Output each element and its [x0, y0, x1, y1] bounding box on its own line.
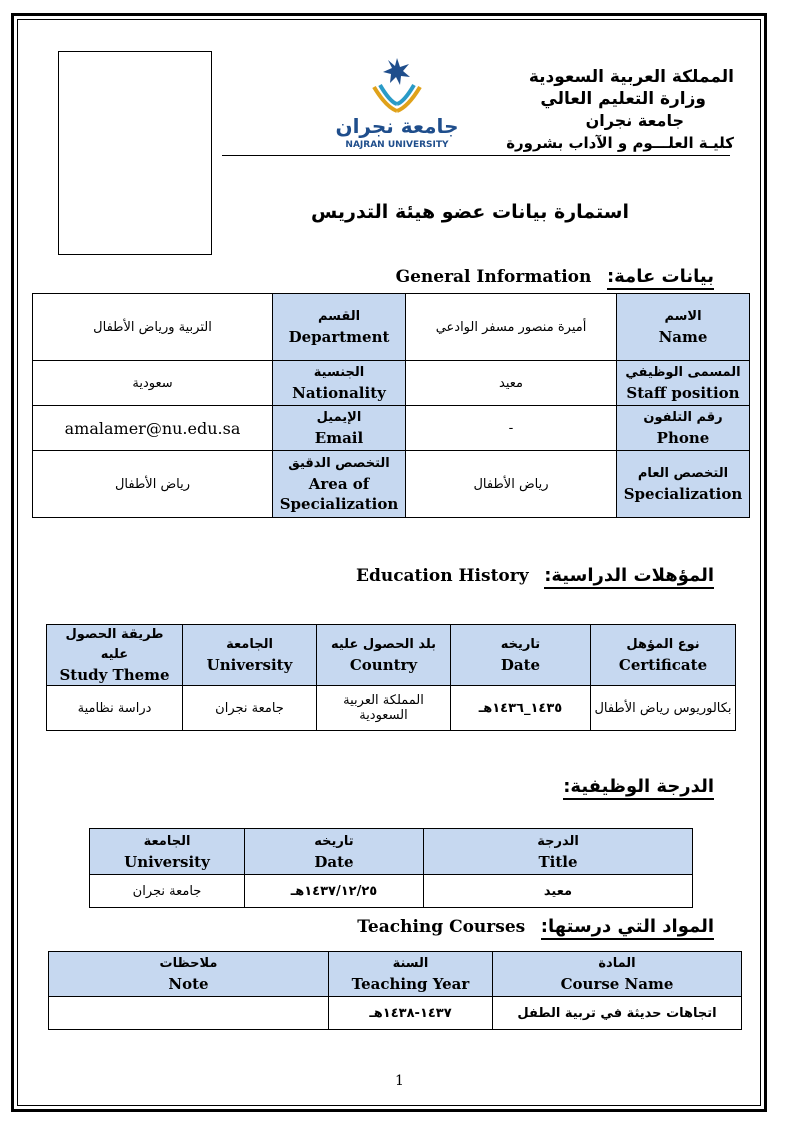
specialization-value: رياض الأطفال	[406, 451, 617, 518]
section-education-title-en: Education History	[355, 566, 529, 586]
section-education-title-ar: المؤهلات الدراسية:	[544, 565, 714, 589]
edu-header-country: بلد الحصول عليه Country	[317, 625, 451, 686]
header-line-4: كليـة العلـــوم و الآداب بشرورة	[506, 134, 734, 152]
rank-university-value: جامعة نجران	[90, 875, 245, 908]
section-general-title-ar: بيانات عامة:	[607, 266, 714, 290]
rank-header-date: تاريخه Date	[245, 829, 424, 875]
photo-placeholder	[58, 51, 212, 255]
section-general-title-en: General Information	[395, 267, 592, 287]
staff-position-value: معيد	[406, 361, 617, 406]
rank-header-title: الدرجة Title	[424, 829, 693, 875]
courses-table	[48, 951, 742, 1030]
specialization-label: التخصص العام Specialization	[617, 451, 750, 518]
general-info-table	[32, 293, 750, 518]
course-name-value: اتجاهات حديثة في تربية الطفل	[493, 997, 742, 1030]
edu-date-value: ١٤٣٥_١٤٣٦هـ	[451, 686, 591, 731]
header-line-3: جامعة نجران	[585, 111, 684, 130]
header-divider	[222, 155, 730, 156]
logo-arabic-text: جامعة نجران	[335, 114, 459, 138]
name-value: أميرة منصور مسفر الوادعي	[406, 294, 617, 361]
edu-header-certificate: نوع المؤهل Certificate	[591, 625, 736, 686]
name-label: الاسم Name	[617, 294, 750, 361]
course-header-note: ملاحظات Note	[49, 952, 329, 997]
staff-position-label: المسمى الوظيفي Staff position	[617, 361, 750, 406]
form-title: استمارة بيانات عضو هيئة التدريس	[311, 201, 629, 223]
section-rank-heading	[563, 776, 714, 797]
email-label: الإيميل Email	[273, 406, 406, 451]
page-number: 1	[395, 1073, 404, 1089]
section-courses-title-en: Teaching Courses	[357, 917, 526, 937]
ministry-header	[474, 66, 734, 154]
section-rank-title-ar: الدرجة الوظيفية:	[563, 776, 714, 800]
logo-english-text: NAJRAN UNIVERSITY	[345, 140, 449, 150]
department-value: التربية ورياض الأطفال	[33, 294, 273, 361]
university-logo	[330, 55, 465, 155]
education-table	[46, 624, 736, 731]
email-value: amalamer@nu.edu.sa	[33, 406, 273, 451]
edu-header-date: تاريخه Date	[451, 625, 591, 686]
nationality-label: الجنسية Nationality	[273, 361, 406, 406]
department-label: القسم Department	[273, 294, 406, 361]
edu-certificate-value: بكالوريوس رياض الأطفال	[591, 686, 736, 731]
section-courses-heading	[357, 916, 714, 937]
phone-value: -	[406, 406, 617, 451]
area-of-specialization-label: التخصص الدقيق Area of Specialization	[273, 451, 406, 518]
course-note-value	[49, 997, 329, 1030]
edu-university-value: جامعة نجران	[183, 686, 317, 731]
section-courses-title-ar: المواد التي درستها:	[541, 916, 714, 940]
rank-table	[89, 828, 693, 908]
phone-label: رقم التلفون Phone	[617, 406, 750, 451]
rank-title-value: معيد	[424, 875, 693, 908]
edu-header-study-theme: طريقة الحصول عليه Study Theme	[47, 625, 183, 686]
course-header-year: السنة Teaching Year	[329, 952, 493, 997]
rank-date-value: ١٤٣٧/١٢/٢٥هـ	[245, 875, 424, 908]
section-general-heading	[396, 266, 714, 287]
nationality-value: سعودية	[33, 361, 273, 406]
section-education-heading	[356, 565, 714, 586]
area-of-specialization-value: رياض الأطفال	[33, 451, 273, 518]
course-year-value: ١٤٣٧-١٤٣٨هـ	[329, 997, 493, 1030]
header-line-2: وزارة التعليم العالي	[540, 89, 706, 109]
edu-study-theme-value: دراسة نظامية	[47, 686, 183, 731]
edu-header-university: الجامعة University	[183, 625, 317, 686]
rank-header-university: الجامعة University	[90, 829, 245, 875]
course-header-name: المادة Course Name	[493, 952, 742, 997]
header-line-1: المملكة العربية السعودية	[528, 67, 734, 87]
edu-country-value: المملكة العربية السعودية	[317, 686, 451, 731]
